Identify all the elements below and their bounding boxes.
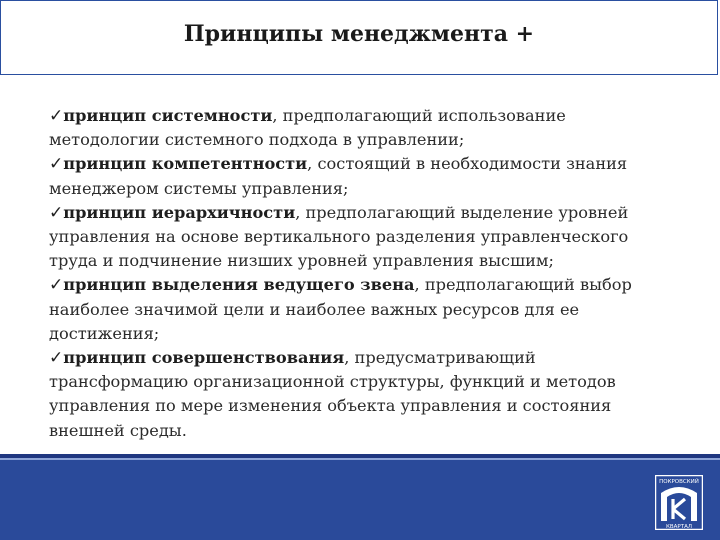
principles-list xyxy=(49,104,669,443)
principle-term: принцип совершенствования xyxy=(63,348,345,368)
list-item xyxy=(49,273,669,346)
principle-description: , состоящий в необходимости знания менеджером системы управления; xyxy=(49,154,628,198)
principle-term: принцип иерархичности xyxy=(63,202,296,222)
list-item xyxy=(49,152,669,200)
principle-term: принцип компетентности xyxy=(63,154,308,174)
check-icon: ✓ xyxy=(49,275,64,296)
footer-stripe-highlight xyxy=(0,458,720,460)
pokrovsky-kvartal-logo xyxy=(655,475,703,530)
principle-term: принцип выделения ведущего звена xyxy=(63,275,415,295)
list-item xyxy=(49,104,669,152)
check-icon: ✓ xyxy=(49,202,64,223)
principle-description: , предполагающий выбор наиболее значимой цели и наиболее важных ресурсов для ее достижения; xyxy=(49,275,632,343)
list-item xyxy=(49,346,669,443)
principle-description: , предполагающий использование методологии системного подхода в управлении; xyxy=(49,106,566,150)
check-icon: ✓ xyxy=(49,154,64,175)
principle-term: принцип системности xyxy=(63,106,273,125)
check-icon: ✓ xyxy=(49,348,64,369)
title-box xyxy=(0,0,718,75)
list-item xyxy=(49,201,669,274)
check-icon: ✓ xyxy=(49,106,64,126)
logo-bottom-text: КВАРТАЛ xyxy=(665,524,693,530)
footer-band xyxy=(0,454,720,540)
logo-top-text: ПОКРОВСКИЙ xyxy=(659,479,699,485)
slide-title: Принципы менеджмента + xyxy=(183,20,535,47)
principle-description: , предусматривающий трансформацию организационной структуры, функций и методов управления по мере изменения объекта управления и состояния внешней среды. xyxy=(49,348,616,440)
principle-description: , предполагающий выделение уровней управления на основе вертикального разделения управленческого труда и подчинение низших уровней управления высшим; xyxy=(49,202,629,271)
